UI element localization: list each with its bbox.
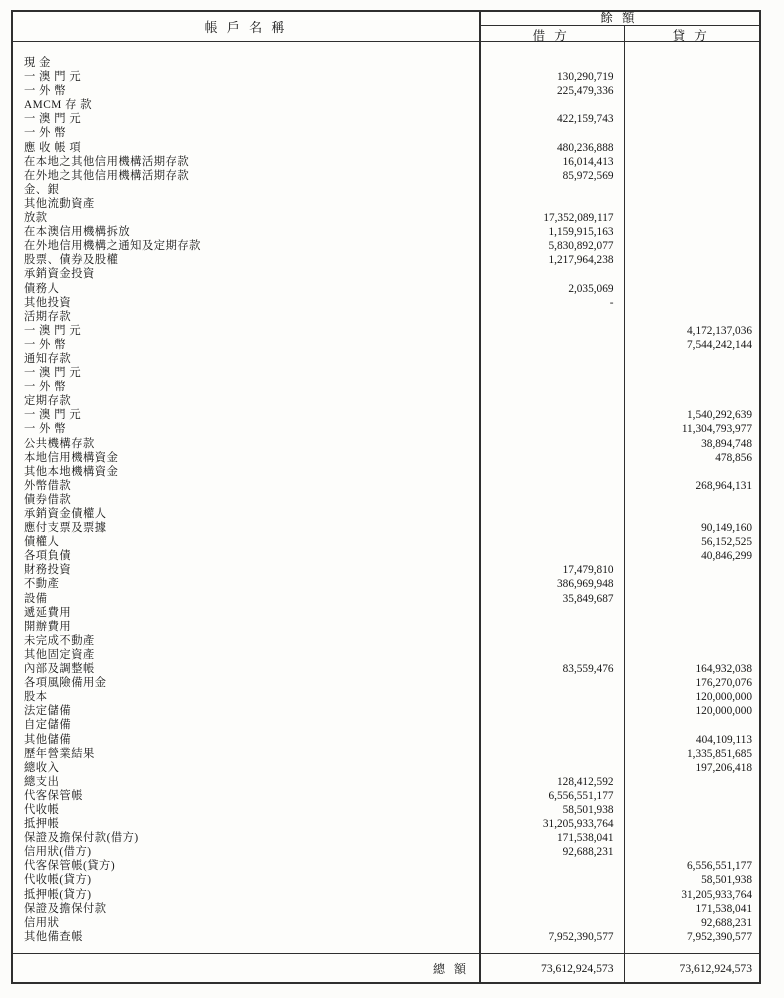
- table-row: [13, 521, 759, 535]
- debit-amount-cell: 1,217,964,238: [548, 254, 614, 267]
- table-row: [13, 84, 759, 98]
- account-name-cell: 自定儲備: [24, 719, 72, 732]
- account-name-cell: 內部及調整帳: [24, 663, 95, 676]
- table-row: [13, 747, 759, 761]
- credit-amount-cell: [624, 634, 760, 648]
- credit-amount-cell: 1,540,292,639: [687, 409, 752, 422]
- credit-amount-cell: [624, 831, 760, 845]
- credit-amount-cell: [624, 112, 760, 126]
- account-name-cell: 一 外 幣: [24, 338, 67, 351]
- debit-amount-cell: -: [609, 296, 614, 309]
- table-row: [13, 56, 759, 70]
- table-row: [13, 183, 759, 197]
- debit-amount-cell: 2,035,069: [568, 282, 614, 295]
- debit-amount-cell: 480,236,888: [557, 141, 614, 154]
- table-row: [13, 451, 759, 465]
- debit-amount-cell: 422,159,743: [557, 113, 614, 126]
- account-name-cell: 抵押帳(貸方): [24, 888, 92, 901]
- table-row: [13, 662, 759, 676]
- debit-amount-cell: 83,559,476: [562, 663, 614, 676]
- account-name-cell: 承銷資金投資: [24, 268, 95, 281]
- credit-amount-cell: 11,304,793,977: [681, 423, 752, 436]
- debit-amount-cell: [479, 479, 624, 493]
- debit-amount-cell: 35,849,687: [562, 592, 614, 605]
- account-name-cell: 一 澳 門 元: [24, 409, 82, 422]
- table-row: [13, 888, 759, 902]
- table-row: [13, 479, 759, 493]
- table-row: [13, 126, 759, 140]
- credit-amount-cell: 171,538,041: [695, 902, 752, 915]
- debit-amount-cell: 7,952,390,577: [548, 930, 614, 943]
- account-name-cell: 債券借款: [24, 493, 72, 506]
- table-row: [13, 211, 759, 225]
- account-name-cell: 應 收 帳 項: [24, 141, 82, 154]
- account-name-cell: 債權人: [24, 536, 60, 549]
- debit-amount-cell: [479, 352, 624, 366]
- debit-amount-cell: 31,205,933,764: [542, 818, 614, 831]
- account-name-cell: 應付支票及票據: [24, 522, 107, 535]
- account-name-cell: 股票、債券及股權: [24, 254, 119, 267]
- account-name-cell: 各項風險備用金: [24, 677, 107, 690]
- debit-amount-cell: 6,556,551,177: [548, 789, 614, 802]
- debit-amount-cell: 85,972,569: [562, 169, 614, 182]
- table-row: [13, 704, 759, 718]
- debit-amount-cell: 386,969,948: [557, 578, 614, 591]
- debit-amount-cell: 17,352,089,117: [543, 212, 614, 225]
- table-row: [13, 930, 759, 944]
- account-name-cell: 其他固定資產: [24, 648, 95, 661]
- credit-amount-cell: 92,688,231: [701, 916, 752, 929]
- table-row: [13, 267, 759, 281]
- account-name-cell: 在外地之其他信用機構活期存款: [24, 169, 190, 182]
- column-divider-debit-credit: [624, 25, 626, 982]
- credit-amount-cell: [624, 267, 760, 281]
- table-row: [13, 98, 759, 112]
- table-row: [13, 310, 759, 324]
- account-name-cell: 未完成不動產: [24, 634, 95, 647]
- account-name-cell: 其他投資: [24, 296, 72, 309]
- debit-amount-cell: [479, 521, 624, 535]
- table-row: [13, 873, 759, 887]
- table-row: [13, 239, 759, 253]
- total-label: 總 額: [432, 961, 469, 976]
- account-name-cell: 遞延費用: [24, 606, 72, 619]
- total-debit-cell: 73,612,924,573: [541, 961, 614, 975]
- credit-amount-cell: [624, 817, 760, 831]
- credit-amount-cell: [624, 577, 760, 591]
- debit-amount-cell: [479, 859, 624, 873]
- credit-amount-cell: 478,856: [715, 451, 752, 464]
- debit-amount-cell: [479, 408, 624, 422]
- account-name-cell: 其他備查帳: [24, 930, 83, 943]
- table-row: [13, 296, 759, 310]
- table-row: [13, 112, 759, 126]
- account-name-cell: 代客保管帳: [24, 789, 83, 802]
- account-name-cell: 各項負債: [24, 550, 72, 563]
- debit-amount-cell: [479, 507, 624, 521]
- account-name-cell: 代收帳: [24, 803, 60, 816]
- debit-amount-cell: [479, 634, 624, 648]
- credit-amount-cell: [624, 253, 760, 267]
- table-row: [13, 394, 759, 408]
- header-balance: 餘 額: [479, 12, 759, 26]
- account-name-cell: 歷年營業結果: [24, 747, 95, 760]
- table-row: [13, 916, 759, 930]
- credit-amount-cell: [624, 366, 760, 380]
- account-name-cell: 活期存款: [24, 310, 72, 323]
- account-name-cell: 外幣借款: [24, 479, 72, 492]
- table-row: [13, 465, 759, 479]
- credit-amount-cell: [624, 789, 760, 803]
- table-row: [13, 225, 759, 239]
- debit-amount-cell: [479, 437, 624, 451]
- table-row: [13, 437, 759, 451]
- account-name-cell: 保證及擔保付款: [24, 902, 107, 915]
- header-credit: 貸 方: [672, 29, 710, 43]
- account-name-cell: 抵押帳: [24, 818, 60, 831]
- account-name-cell: 債務人: [24, 282, 60, 295]
- credit-amount-cell: [624, 98, 760, 112]
- debit-amount-cell: [479, 549, 624, 563]
- table-row: [13, 338, 759, 352]
- credit-amount-cell: 197,206,418: [695, 761, 752, 774]
- credit-amount-cell: [624, 183, 760, 197]
- credit-amount-cell: [624, 296, 760, 310]
- account-name-cell: 在本地之其他信用機構活期存款: [24, 155, 190, 168]
- credit-amount-cell: [624, 70, 760, 84]
- table-row: [13, 577, 759, 591]
- debit-amount-cell: [479, 916, 624, 930]
- debit-amount-cell: [479, 493, 624, 507]
- account-name-cell: 金、銀: [24, 183, 60, 196]
- table-header: [13, 12, 759, 42]
- debit-amount-cell: [479, 126, 624, 140]
- account-name-cell: 總收入: [24, 761, 60, 774]
- account-name-cell: 一 外 幣: [24, 85, 67, 98]
- debit-amount-cell: 128,412,592: [557, 775, 614, 788]
- debit-amount-cell: [479, 873, 624, 887]
- debit-amount-cell: 171,538,041: [557, 832, 614, 845]
- table-row: [13, 620, 759, 634]
- account-name-cell: 財務投資: [24, 564, 72, 577]
- debit-amount-cell: [479, 267, 624, 281]
- table-row: [13, 606, 759, 620]
- debit-amount-cell: [479, 620, 624, 634]
- credit-amount-cell: 164,932,038: [695, 663, 752, 676]
- credit-amount-cell: 56,152,525: [701, 536, 752, 549]
- column-divider-name-balance: [479, 12, 481, 982]
- credit-amount-cell: 268,964,131: [695, 479, 752, 492]
- account-name-cell: 一 外 幣: [24, 381, 67, 394]
- balance-sheet-table: [11, 10, 761, 984]
- account-name-cell: 信用狀(借方): [24, 846, 92, 859]
- debit-amount-cell: 1,159,915,163: [548, 226, 614, 239]
- table-row: [13, 902, 759, 916]
- debit-amount-cell: [479, 451, 624, 465]
- debit-amount-cell: [479, 380, 624, 394]
- debit-amount-cell: [479, 310, 624, 324]
- credit-amount-cell: [624, 211, 760, 225]
- table-row: [13, 155, 759, 169]
- debit-amount-cell: 130,290,719: [557, 71, 614, 84]
- debit-amount-cell: [479, 733, 624, 747]
- credit-amount-cell: [624, 507, 760, 521]
- header-account-name: 帳 戶 名 稱: [204, 20, 288, 35]
- account-name-cell: 一 澳 門 元: [24, 113, 82, 126]
- account-name-cell: 其他本地機構資金: [24, 465, 119, 478]
- account-name-cell: 保證及擔保付款(借方): [24, 832, 139, 845]
- debit-amount-cell: [479, 394, 624, 408]
- table-row: [13, 197, 759, 211]
- credit-amount-cell: [624, 592, 760, 606]
- credit-amount-cell: 176,270,076: [695, 677, 752, 690]
- credit-amount-cell: 38,894,748: [701, 437, 752, 450]
- debit-amount-cell: [479, 338, 624, 352]
- table-row: [13, 380, 759, 394]
- credit-amount-cell: 120,000,000: [695, 705, 752, 718]
- table-row: [13, 141, 759, 155]
- credit-amount-cell: [624, 84, 760, 98]
- account-name-cell: 不動產: [24, 578, 60, 591]
- debit-amount-cell: 58,501,938: [562, 803, 614, 816]
- table-row: [13, 352, 759, 366]
- table-row: [13, 366, 759, 380]
- credit-amount-cell: [624, 310, 760, 324]
- credit-amount-cell: 58,501,938: [701, 874, 752, 887]
- credit-amount-cell: [624, 352, 760, 366]
- table-row: [13, 803, 759, 817]
- debit-amount-cell: [479, 747, 624, 761]
- credit-amount-cell: [624, 493, 760, 507]
- debit-amount-cell: [479, 676, 624, 690]
- debit-amount-cell: [479, 535, 624, 549]
- credit-amount-cell: [624, 155, 760, 169]
- account-name-cell: 其他儲備: [24, 733, 72, 746]
- credit-amount-cell: 7,952,390,577: [687, 930, 752, 943]
- debit-amount-cell: [479, 648, 624, 662]
- account-name-cell: 公共機構存款: [24, 437, 95, 450]
- table-row: [13, 408, 759, 422]
- credit-amount-cell: [624, 845, 760, 859]
- table-row: [13, 169, 759, 183]
- table-row: [13, 817, 759, 831]
- account-name-cell: 一 外 幣: [24, 127, 67, 140]
- credit-amount-cell: [624, 394, 760, 408]
- debit-amount-cell: [479, 422, 624, 436]
- header-balance-group: [479, 12, 759, 41]
- table-row: [13, 282, 759, 296]
- account-name-cell: 代收帳(貸方): [24, 874, 92, 887]
- table-row: [13, 507, 759, 521]
- credit-amount-cell: [624, 380, 760, 394]
- table-row: [13, 690, 759, 704]
- credit-amount-cell: [624, 803, 760, 817]
- table-row: [13, 718, 759, 732]
- credit-amount-cell: [624, 282, 760, 296]
- credit-amount-cell: [624, 197, 760, 211]
- credit-amount-cell: 6,556,551,177: [687, 860, 752, 873]
- credit-amount-cell: [624, 239, 760, 253]
- credit-amount-cell: [624, 606, 760, 620]
- credit-amount-cell: [624, 225, 760, 239]
- debit-amount-cell: 16,014,413: [562, 155, 614, 168]
- account-name-cell: 定期存款: [24, 395, 72, 408]
- account-name-cell: 代客保管帳(貸方): [24, 860, 116, 873]
- table-row: [13, 775, 759, 789]
- account-name-cell: 一 澳 門 元: [24, 324, 82, 337]
- table-row: [13, 761, 759, 775]
- debit-amount-cell: 17,479,810: [562, 564, 614, 577]
- credit-amount-cell: 40,846,299: [701, 550, 752, 563]
- account-name-cell: 一 外 幣: [24, 423, 67, 436]
- credit-amount-cell: 404,109,113: [695, 733, 752, 746]
- credit-amount-cell: [624, 775, 760, 789]
- debit-amount-cell: [479, 704, 624, 718]
- table-row: [13, 859, 759, 873]
- debit-amount-cell: 225,479,336: [557, 85, 614, 98]
- credit-amount-cell: 120,000,000: [695, 691, 752, 704]
- total-row: [13, 953, 759, 982]
- table-row: [13, 70, 759, 84]
- account-name-cell: 設備: [24, 592, 48, 605]
- credit-amount-cell: [624, 620, 760, 634]
- table-row: [13, 549, 759, 563]
- account-name-cell: 承銷資金債權人: [24, 508, 107, 520]
- debit-amount-cell: [479, 761, 624, 775]
- credit-amount-cell: [624, 56, 760, 70]
- header-debit: 借 方: [532, 29, 570, 43]
- debit-amount-cell: [479, 183, 624, 197]
- credit-amount-cell: 4,172,137,036: [687, 324, 752, 337]
- debit-amount-cell: 5,830,892,077: [548, 240, 614, 253]
- table-row: [13, 422, 759, 436]
- debit-amount-cell: [479, 690, 624, 704]
- table-row: [13, 324, 759, 338]
- account-name-cell: 一 澳 門 元: [24, 367, 82, 380]
- account-name-cell: 信用狀: [24, 916, 60, 929]
- credit-amount-cell: [624, 718, 760, 732]
- account-name-cell: 現 金: [24, 57, 51, 69]
- account-name-cell: 本地信用機構資金: [24, 451, 119, 464]
- table-body: [13, 42, 759, 953]
- debit-amount-cell: [479, 98, 624, 112]
- debit-amount-cell: [479, 197, 624, 211]
- debit-amount-cell: [479, 718, 624, 732]
- debit-amount-cell: [479, 902, 624, 916]
- credit-amount-cell: [624, 126, 760, 140]
- table-row: [13, 733, 759, 747]
- account-name-cell: 股本: [24, 691, 48, 704]
- table-row: [13, 253, 759, 267]
- account-name-cell: 通知存款: [24, 352, 72, 365]
- account-name-cell: 在外地信用機構之通知及定期存款: [24, 240, 201, 253]
- debit-amount-cell: [479, 324, 624, 338]
- debit-amount-cell: [479, 606, 624, 620]
- table-row: [13, 563, 759, 577]
- credit-amount-cell: [624, 563, 760, 577]
- account-name-cell: 法定儲備: [24, 705, 72, 718]
- credit-amount-cell: [624, 141, 760, 155]
- account-name-cell: 其他流動資產: [24, 197, 95, 210]
- credit-amount-cell: [624, 465, 760, 479]
- table-row: [13, 535, 759, 549]
- account-name-cell: 在本澳信用機構拆放: [24, 226, 131, 239]
- account-name-cell: 一 澳 門 元: [24, 71, 82, 84]
- table-row: [13, 831, 759, 845]
- table-row: [13, 789, 759, 803]
- credit-amount-cell: [624, 169, 760, 183]
- account-name-cell: 總支出: [24, 775, 60, 788]
- debit-amount-cell: 92,688,231: [562, 846, 614, 859]
- debit-amount-cell: [479, 56, 624, 70]
- table-row: [13, 634, 759, 648]
- table-row: [13, 648, 759, 662]
- account-name-cell: 開辦費用: [24, 620, 72, 633]
- credit-amount-cell: 90,149,160: [701, 522, 752, 535]
- debit-amount-cell: [479, 366, 624, 380]
- account-name-cell: AMCM 存 款: [24, 99, 93, 112]
- account-name-cell: 放款: [24, 212, 48, 225]
- table-row: [13, 845, 759, 859]
- table-row: [13, 676, 759, 690]
- credit-amount-cell: [624, 648, 760, 662]
- credit-amount-cell: 31,205,933,764: [681, 888, 752, 901]
- table-row: [13, 592, 759, 606]
- credit-amount-cell: 7,544,242,144: [687, 338, 752, 351]
- total-credit-cell: 73,612,924,573: [679, 961, 752, 975]
- table-row: [13, 493, 759, 507]
- debit-amount-cell: [479, 888, 624, 902]
- debit-amount-cell: [479, 465, 624, 479]
- credit-amount-cell: 1,335,851,685: [687, 747, 752, 760]
